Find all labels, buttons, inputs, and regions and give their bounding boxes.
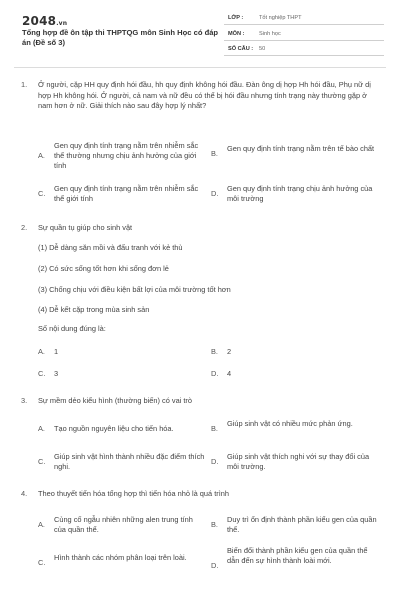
question-number: 2. — [21, 223, 28, 232]
option-text: Gen quy định tính trạng chịu ảnh hưởng của môi trường — [227, 184, 373, 203]
option-letter: C. — [38, 457, 46, 466]
option-text: Hình thành các nhóm phân loại trên loài. — [54, 553, 187, 562]
statement-4: (4) Dễ kết cặp trong mùa sinh sản — [38, 305, 150, 314]
option-text: 4 — [227, 369, 232, 378]
option-letter: D. — [211, 189, 219, 198]
option-text: Duy trì ổn định thành phần kiểu gen của quần thể. — [227, 515, 377, 534]
statement-2: (2) Có sức sống tốt hơn khi sống đơn lẻ — [38, 264, 169, 273]
option-letter: B. — [211, 149, 218, 158]
meta-lop — [224, 12, 384, 25]
option-letter: A. — [38, 151, 45, 160]
question-stem: Ở người, cặp HH quy định hói đầu, hh quy định không hói đầu. Đàn ông dị hợp Hh hói đầu, Phụ nữ dị hợp Hh không hói. Ở người, cả nam và nữ đều có thể bị hói đầu nhưng tính trạng này thường gặp ở nam hơn ở nữ. Giải thích nào sau đây hợp lý nhất? — [38, 80, 371, 110]
option-letter: C. — [38, 189, 46, 198]
option-text: 1 — [54, 347, 59, 356]
meta-lop-label: LỚP : — [228, 15, 244, 21]
option-text: Gen quy định tính trạng nằm trên nhiễm sắc thể thường nhưng chịu ảnh hưởng của giới tính — [54, 141, 199, 170]
question-number: 3. — [21, 396, 28, 405]
question-stem: Sự mềm dẻo kiểu hình (thường biến) có vai trò — [38, 396, 193, 405]
meta-lop-value: Tốt nghiệp THPT — [259, 15, 302, 21]
question-stem: Theo thuyết tiến hóa tổng hợp thì tiến hóa nhỏ là quá trình — [38, 489, 229, 498]
question-number: 4. — [21, 489, 28, 498]
option-text: Giúp sinh vật thích nghi với sự thay đổi của môi trường. — [227, 452, 370, 471]
option-letter: D. — [211, 369, 219, 378]
option-text: Gen quy định tính trạng nằm trên nhiễm sắc thể giới tính — [54, 184, 199, 203]
option-letter: C. — [38, 558, 46, 567]
site-logo[interactable]: 2048.vn — [22, 14, 68, 28]
option-letter: D. — [211, 561, 219, 570]
page-title: Tổng hợp đề ôn tập thi THPTQG môn Sinh Học có đáp án (Đề số 3) — [22, 28, 219, 47]
question-number: 1. — [21, 80, 28, 89]
option-letter: B. — [211, 347, 218, 356]
option-letter: B. — [211, 520, 218, 529]
option-letter: B. — [211, 424, 218, 433]
document-header — [0, 0, 400, 64]
statement-1: (1) Dễ dàng săn mồi và đấu tranh với kẻ thù — [38, 243, 183, 252]
meta-socau — [224, 43, 384, 56]
option-text: Giúp sinh vật hình thành nhiều đặc điểm thích nghi. — [54, 452, 205, 471]
question-stem: Sự quần tụ giúp cho sinh vật — [38, 223, 133, 232]
option-text: Tạo nguồn nguyên liệu cho tiến hóa. — [54, 424, 174, 433]
option-text: Củng cố ngẫu nhiên những alen trung tính của quần thể. — [54, 515, 193, 534]
option-text: 3 — [54, 369, 59, 378]
meta-socau-value: 50 — [259, 46, 266, 52]
option-letter: A. — [38, 424, 45, 433]
meta-mon-label: MÔN : — [228, 31, 245, 37]
option-text: 2 — [227, 347, 232, 356]
meta-mon — [224, 28, 384, 41]
option-letter: D. — [211, 457, 219, 466]
option-text: Giúp sinh vật có nhiều mức phản ứng. — [227, 419, 353, 428]
option-text: Gen quy định tính trạng nằm trên tế bào chất — [227, 144, 375, 153]
option-text: Biến đổi thành phần kiểu gen của quần thể dẫn đến sự hình thành loài mới. — [227, 546, 368, 565]
option-letter: A. — [38, 347, 45, 356]
statement-prompt: Số nội dung đúng là: — [38, 324, 106, 333]
header-divider — [14, 67, 386, 68]
meta-mon-value: Sinh học — [259, 31, 281, 37]
statement-3: (3) Chống chịu với điều kiện bất lợi của môi trường tốt hơn — [38, 285, 231, 294]
meta-socau-label: SỐ CÂU : — [228, 46, 254, 52]
option-letter: A. — [38, 520, 45, 529]
option-letter: C. — [38, 369, 46, 378]
